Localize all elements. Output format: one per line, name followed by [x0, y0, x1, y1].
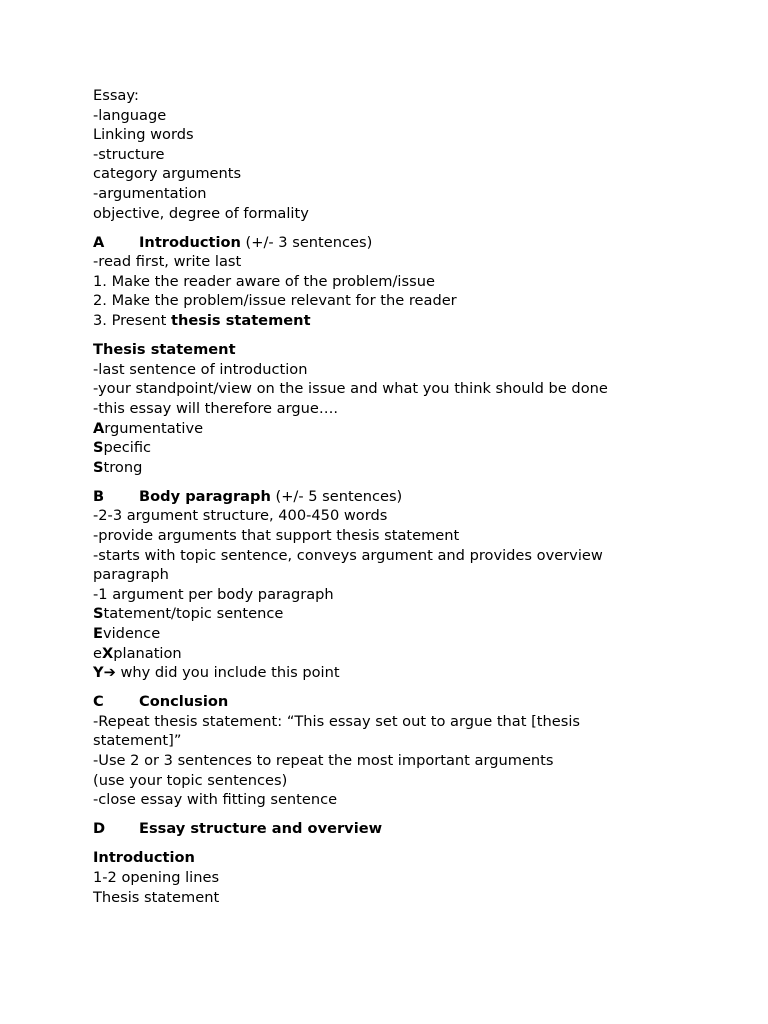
section-title: Essay structure and overview — [139, 820, 383, 838]
section-c-line: statement]” — [93, 732, 182, 750]
section-a-line: 1. Make the reader aware of the problem/issue — [93, 272, 435, 290]
section-c-line: -close essay with fitting sentence — [93, 791, 338, 809]
acronym-letter: X — [101, 644, 114, 662]
section-c-heading — [93, 692, 733, 712]
acronym-letter: A — [93, 419, 105, 437]
section-b-line: -2-3 argument structure, 400-450 words — [93, 507, 388, 525]
intro-line: Thesis statement — [93, 888, 220, 906]
section-a-line: -read first, write last — [93, 253, 242, 271]
acronym-rest: why did you include this point — [115, 664, 340, 682]
section-letter: C — [93, 693, 104, 711]
acronym-line — [93, 644, 733, 664]
acronym-letter: Y — [93, 664, 104, 682]
essay-item: category arguments — [93, 165, 242, 183]
acronym-rest: trong — [103, 458, 143, 476]
section-b-line: -starts with topic sentence, conveys argument and provides overview — [93, 546, 603, 564]
acronym-rest: tatement/topic sentence — [103, 605, 284, 623]
acronym-letter: E — [93, 624, 103, 642]
acronym-line — [93, 624, 733, 644]
acronym-rest: vidence — [102, 624, 161, 642]
section-b-line: -provide arguments that support thesis statement — [93, 526, 460, 544]
essay-title: Essay: — [93, 87, 139, 104]
section-c-line: -Use 2 or 3 sentences to repeat the most important arguments — [93, 752, 554, 769]
section-title: Conclusion — [139, 693, 229, 711]
section-c-line: -Repeat thesis statement: “This essay set out to argue that [thesis — [93, 712, 581, 730]
section-b-heading — [93, 487, 733, 507]
essay-item: -language — [93, 106, 167, 124]
section-a-line: 2. Make the problem/issue relevant for the reader — [93, 292, 457, 310]
section-title: Body paragraph — [139, 487, 271, 505]
acronym-letter: S — [93, 439, 104, 457]
section-letter: A — [93, 233, 105, 251]
section-note: (+/- 5 sentences) — [270, 487, 403, 505]
section-b-line: -1 argument per body paragraph — [93, 585, 334, 603]
thesis-line: -your standpoint/view on the issue and what you think should be done — [93, 380, 608, 398]
essay-item: -argumentation — [93, 184, 207, 202]
acronym-line — [93, 419, 733, 439]
section-a-heading — [93, 233, 733, 253]
section-c-line: (use your topic sentences) — [93, 771, 288, 789]
essay-item: objective, degree of formality — [93, 204, 309, 222]
acronym-rest: pecific — [103, 439, 152, 457]
section-note: (+/- 3 sentences) — [240, 233, 373, 251]
section-letter: B — [93, 487, 105, 505]
section-letter: D — [93, 820, 106, 838]
thesis-heading: Thesis statement — [93, 341, 236, 359]
intro-line: 1-2 opening lines — [93, 868, 220, 886]
acronym-pre: e — [93, 644, 102, 662]
essay-item: Linking words — [93, 126, 194, 144]
acronym-rest: planation — [113, 644, 182, 662]
acronym-line — [93, 438, 733, 458]
acronym-letter: S — [93, 605, 104, 623]
acronym-letter: S — [93, 458, 104, 476]
section-title: Introduction — [139, 233, 241, 251]
arrow-right-icon: ➔ — [103, 664, 116, 682]
essay-item: -structure — [93, 145, 165, 163]
section-d-heading — [93, 819, 733, 839]
section-a-present — [93, 311, 733, 331]
acronym-y-line — [93, 663, 733, 683]
present-bold: thesis statement — [170, 312, 311, 330]
acronym-rest: rgumentative — [104, 419, 204, 437]
present-prefix: 3. Present — [93, 312, 171, 330]
thesis-line: -this essay will therefore argue…. — [93, 399, 339, 417]
intro-heading: Introduction — [93, 849, 195, 867]
section-b-line: paragraph — [93, 566, 169, 584]
acronym-line — [93, 458, 733, 478]
document-body — [93, 86, 733, 907]
acronym-line — [93, 604, 733, 624]
thesis-line: -last sentence of introduction — [93, 360, 308, 378]
